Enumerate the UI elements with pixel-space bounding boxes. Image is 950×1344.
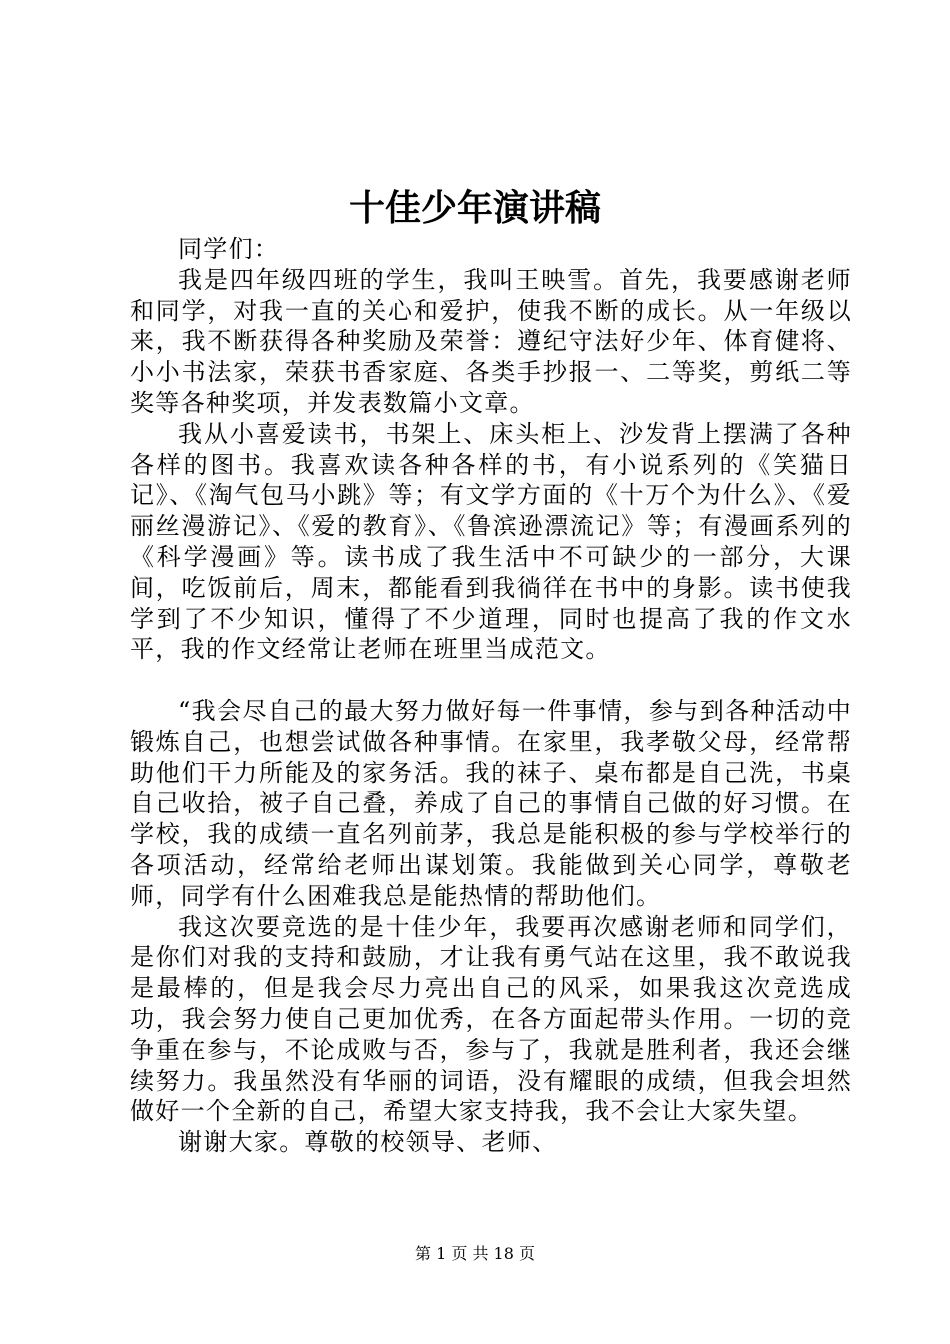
document-body [130,234,852,1158]
campaign-paragraph: 我这次要竞选的是十佳少年，我要再次感谢老师和同学们，是你们对我的支持和鼓励，才让我有勇气站在这里，我不敢说我是最棒的，但是我会尽力亮出自己的风采，如果我这次竞选成功，我会努力使自己更加优秀，在各方面起带头作用。一切的竞争重在参与，不论成败与否，参与了，我就是胜利者，我还会继续努力。我虽然没有华丽的词语，没有耀眼的成绩，但我会坦然做好一个全新的自己，希望大家支持我，我不会让大家失望。 [130,912,852,1126]
effort-paragraph: “我会尽自己的最大努力做好每一件事情，参与到各种活动中锻炼自己，也想尝试做各种事情。在家里，我孝敬父母，经常帮助他们干力所能及的家务活。我的袜子、桌布都是自己洗，书桌自己收拾，被子自己叠，养成了自己的事情自己做的好习惯。在学校，我的成绩一直名列前茅，我总是能积极的参与学校举行的各项活动，经常给老师出谋划策。我能做到关心同学，尊敬老师，同学有什么困难我总是能热情的帮助他们。 [130,696,852,910]
introduction-paragraph: 我是四年级四班的学生，我叫王映雪。首先，我要感谢老师和同学，对我一直的关心和爱护，使我不断的成长。从一年级以来，我不断获得各种奖励及荣誉：遵纪守法好少年、体育健将、小小书法家，荣获书香家庭、各类手抄报一、二等奖，剪纸二等奖等各种奖项，并发表数篇小文章。 [130,265,852,417]
reading-paragraph: 我从小喜爱读书，书架上、床头柜上、沙发背上摆满了各种各样的图书。我喜欢读各种各样的书，有小说系列的《笑猫日记》、《淘气包马小跳》等；有文学方面的《十万个为什么》、《爱丽丝漫游记》、《爱的教育》、《鲁滨逊漂流记》等；有漫画系列的《科学漫画》等。读书成了我生活中不可缺少的一部分，大课间，吃饭前后，周末，都能看到我徜徉在书中的身影。读书使我学到了不少知识，懂得了不少道理，同时也提高了我的作文水平，我的作文经常让老师在班里当成范文。 [130,419,852,664]
page-title: 十佳少年演讲稿 [348,187,601,229]
page-footer: 第 1 页 共 18 页 [415,1244,535,1263]
salutation-paragraph: 同学们： [178,235,280,263]
closing-paragraph: 谢谢大家。尊敬的校领导、老师、 [178,1128,558,1157]
